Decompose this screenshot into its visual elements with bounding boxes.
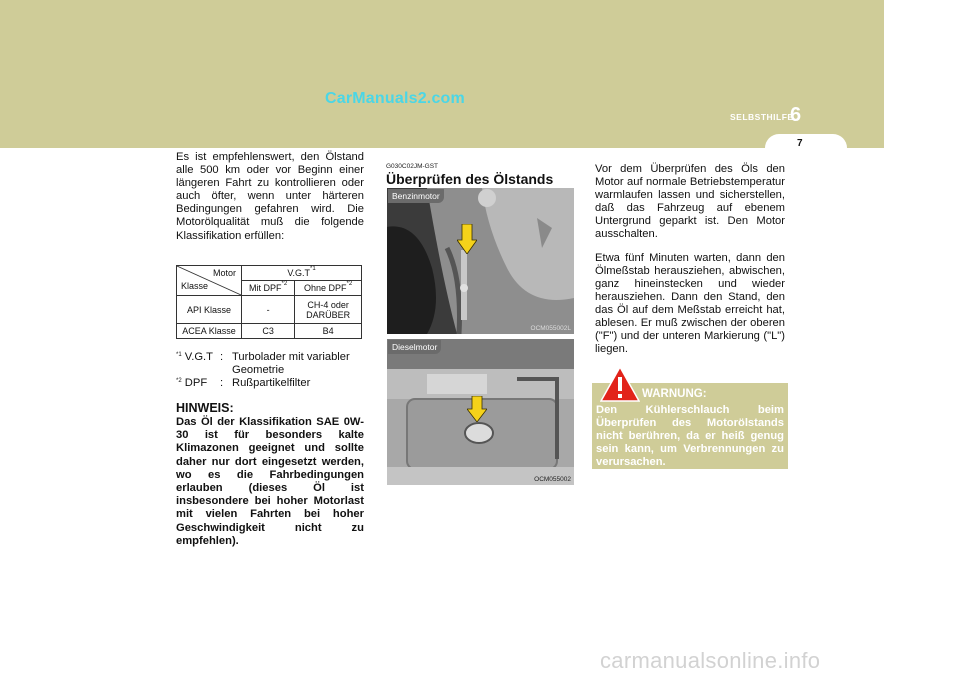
footnote-mark: *1 [176,352,182,358]
row-api-mit-dpf: - [242,296,295,324]
table-row [177,324,362,339]
figure-code-petrol: OCM055002L [530,325,571,332]
col-header-mit-dpf-text: Mit DPF [249,283,282,293]
col-header-ohne-dpf-text: Ohne DPF [303,283,347,293]
top-watermark-link[interactable]: CarManuals2.com [325,90,465,107]
figure-diesel-engine [387,339,574,485]
header-band-bottom [0,140,884,148]
col-header-ohne-dpf-sup: *2 [346,281,353,287]
footnote-mark: *2 [176,378,182,384]
section-label: SELBSTHILFE [730,112,794,122]
row-api-ohne-dpf [295,296,362,324]
footnote-separator: : [220,351,224,363]
paragraph-check-procedure: Etwa fünf Minuten warten, dann den Ölmeßstab herausziehen, abwischen, ganz hineinstecken und wieder herausziehen. Dann den Stand, den das Öl auf dem Meßstab erreicht hat, ablesen. Er muß zwischen der oberen ("F") und der unteren Markierung ("L") liegen. [595,251,785,356]
chapter-number: 6 [790,104,802,126]
warning-text: Den Kühlerschlauch beim Überprüfen des Motorölstands nicht berühren, da er heiß genug sein kann, um Verbrennungen zu verursachen. [596,404,784,469]
paragraph-preparation: Vor dem Überprüfen des Öls den Motor auf normale Betriebstemperatur warmlaufen lassen und sicherstellen, daß das Fahrzeug auf ebenem Untergrund geparkt ist. Den Motor ausschalten. [595,163,785,241]
col-header-mit-dpf [242,281,295,296]
section-title: Überprüfen des Ölstands [386,171,554,187]
row-acea-ohne-dpf: B4 [295,324,362,339]
header-band [0,0,884,148]
table-corner-cell [177,266,242,296]
footnote-dpf [176,377,364,390]
row-api-ohne-dpf-line1: CH-4 oder [307,299,349,310]
petrol-engine-illustration [387,188,574,334]
figure-code-diesel: OCM055002 [534,476,571,483]
footnote-key: DPF [184,377,208,389]
footnote-key: V.G.T [184,351,213,363]
group-header-vgt: V.G.T [287,268,310,278]
figure-label-petrol: Benzinmotor [388,189,444,203]
page-number: 7 [797,138,803,149]
footnote-separator: : [220,377,224,389]
col-header-ohne-dpf [295,281,362,296]
group-header-sup: *1 [310,266,316,272]
figure-label-diesel: Dieselmotor [388,340,441,354]
column-middle [386,163,576,187]
corner-label-klasse: Klasse [181,281,209,291]
oil-classification-table [176,265,362,339]
col-header-mit-dpf-sup: *2 [281,281,288,287]
table-row [177,296,362,324]
group-header-cell [242,266,362,281]
note-title: HINWEIS: [176,401,234,415]
footnote-value: Rußpartikelfilter [232,377,311,389]
footnotes [176,351,364,390]
warning-triangle-icon [600,366,640,402]
footnote-value: Turbolader mit variabler Geometrie [232,351,350,376]
column-left [176,151,364,243]
row-acea-mit-dpf: C3 [242,324,295,339]
footnote-vgt [176,351,364,377]
corner-label-motor: Motor [212,268,236,278]
row-api-ohne-dpf-line2: DARÜBER [306,309,351,320]
note-text: Das Öl der Klassifikation SAE 0W-30 ist für besonders kalte Klimazonen geeignet und sollte daher nur dort eingesetzt werden, wo es die Fahrbedingungen erlauben (dieses Öl ist insbesondere bei hoher Motorlast mit vielen Fahrten bei hoher Geschwindigkeit nicht zu empfehlen). [176,416,364,547]
section-ref-code: G030C02JM-GST [386,163,439,170]
note-block [176,401,364,548]
figure-petrol-engine [387,188,574,334]
row-label-api: API Klasse [177,296,242,324]
arrow-down-icon [457,224,477,254]
column-right [595,163,785,366]
warning-title: WARNUNG: [642,388,707,400]
arrow-down-icon [467,396,487,422]
row-label-acea: ACEA Klasse [177,324,242,339]
page-number-tab [765,134,847,156]
footer-watermark-link[interactable]: carmanualsonline.info [600,648,821,673]
intro-paragraph: Es ist empfehlenswert, den Ölstand alle 500 km oder vor Beginn einer längeren Fahrt zu kontrollieren oder auch öfter, wenn unter härteren Bedingungen gefahren wird. Die Motorölqualität muß die folgende Klassifikation erfüllen: [176,151,364,242]
